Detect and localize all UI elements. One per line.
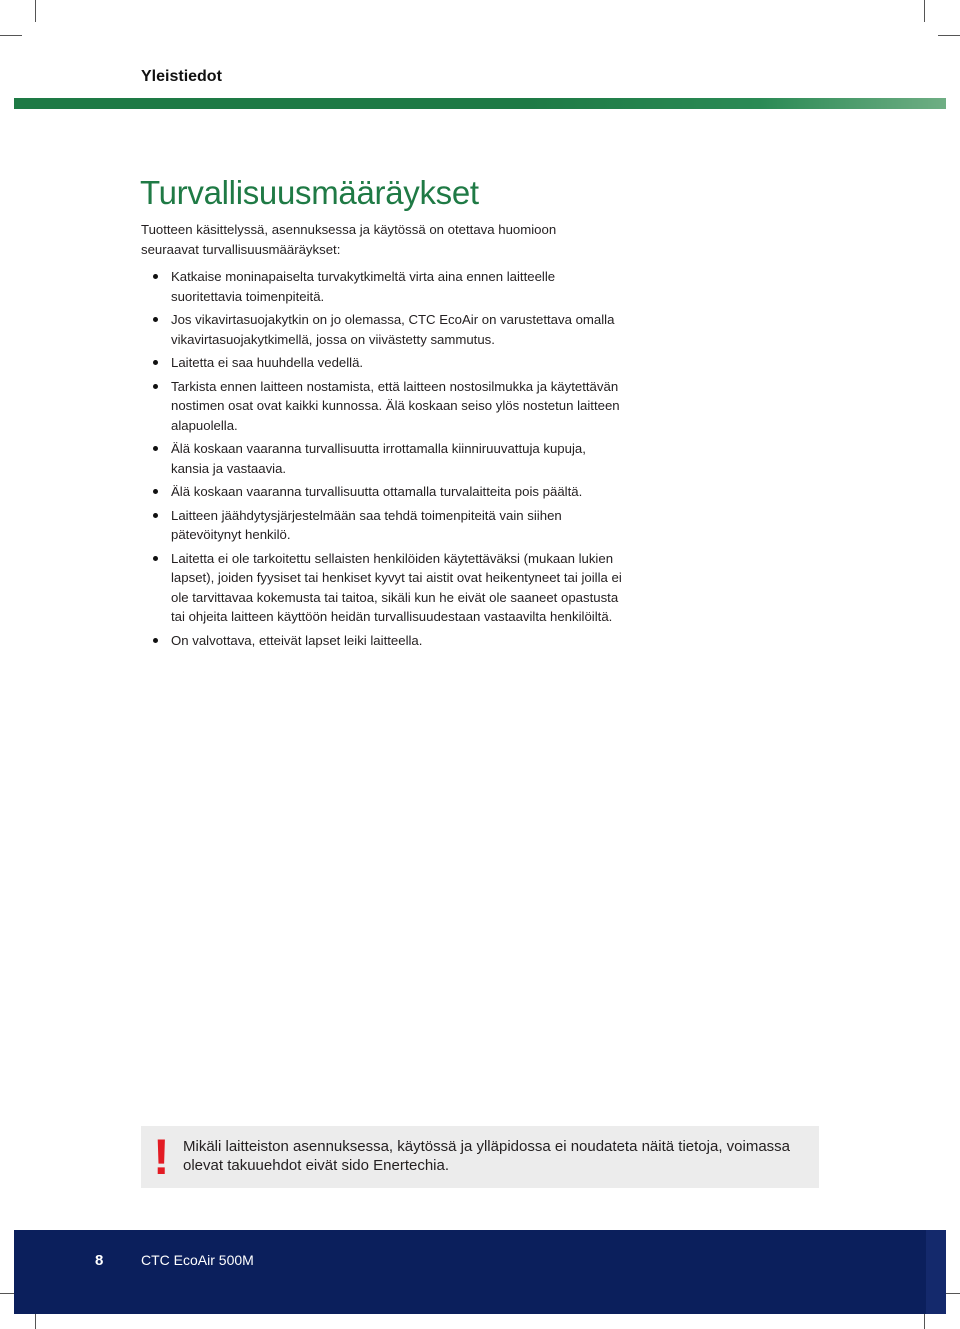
crop-mark [35, 0, 36, 22]
list-item [153, 482, 623, 502]
bullet-icon [153, 556, 158, 561]
list-item [153, 631, 623, 651]
list-item [153, 506, 623, 545]
page-footer [14, 1230, 946, 1314]
warning-notice-text: Mikäli laitteiston asennuksessa, käytössä ja ylläpidossa ei noudateta näitä tietoja, voimassa olevat takuuehdot eivät sido Enertechia. [183, 1138, 791, 1174]
bullet-icon [153, 446, 158, 451]
list-item-text: Katkaise moninapaiselta turvakytkimeltä virta aina ennen laitteelle suoritettavia toimenpiteitä. [171, 269, 556, 304]
bullet-icon [153, 317, 158, 322]
safety-rules-list [153, 267, 623, 654]
list-item-text: Laitetta ei ole tarkoitettu sellaisten henkilöiden käytettäväksi (mukaan lukien lapset), joiden fyysiset tai henkiset kyvyt tai aistit ovat heikentyneet tai joilla ei ole tarvittavaa kokemusta tai taitoa, sikäli kun he eivät ole saaneet opastusta tai ohjeita laitteen käyttöön heidän turvallisuudestaan vastaavilta henkilöiltä. [171, 550, 622, 624]
bullet-icon [153, 638, 158, 643]
list-item-text: Tarkista ennen laitteen nostamista, että laitteen nostosilmukka ja käytettävän nostimen osat ovat kaikki kunnossa. Älä koskaan seiso ylös nostetun laitteen alapuolella. [171, 378, 620, 433]
list-item [153, 310, 623, 349]
crop-mark [938, 35, 960, 36]
section-title: Yleistiedot [141, 68, 222, 85]
bullet-icon [153, 274, 158, 279]
list-item [153, 353, 623, 373]
footer-edge [926, 1230, 946, 1314]
page-title: Turvallisuusmääräykset [140, 174, 479, 211]
list-item-text: On valvottava, etteivät lapset leiki laitteella. [171, 632, 423, 648]
list-item-text: Jos vikavirtasuojakytkin on jo olemassa, CTC EcoAir on varustettava omalla vikavirtasuojakytkimellä, jossa on viivästetty sammutus. [171, 312, 615, 347]
bullet-icon [153, 513, 158, 518]
bullet-icon [153, 360, 158, 365]
bullet-icon [153, 384, 158, 389]
exclamation-icon: ! [153, 1129, 170, 1185]
crop-mark [0, 35, 22, 36]
list-item-text: Laitetta ei saa huuhdella vedellä. [171, 355, 364, 370]
list-item [153, 439, 623, 478]
header-divider-bar [14, 98, 946, 109]
list-item-text: Älä koskaan vaaranna turvallisuutta irrottamalla kiinniruuvattuja kupuja, kansia ja vastaavia. [171, 441, 586, 476]
list-item [153, 549, 623, 627]
list-item [153, 267, 623, 306]
warning-notice [141, 1126, 819, 1188]
bullet-icon [153, 489, 158, 494]
list-item-text: Laitteen jäähdytysjärjestelmään saa tehdä toimenpiteitä vain siihen pätevöitynyt henkilö. [171, 507, 562, 542]
list-item [153, 377, 623, 436]
product-name: CTC EcoAir 500M [141, 1252, 254, 1268]
page-number: 8 [95, 1252, 104, 1269]
list-item-text: Älä koskaan vaaranna turvallisuutta ottamalla turvalaitteita pois päältä. [171, 484, 583, 499]
intro-paragraph: Tuotteen käsittelyssä, asennuksessa ja käytössä on otettava huomioon seuraavat turvallisuusmääräykset: [141, 222, 557, 257]
crop-mark [924, 0, 925, 22]
